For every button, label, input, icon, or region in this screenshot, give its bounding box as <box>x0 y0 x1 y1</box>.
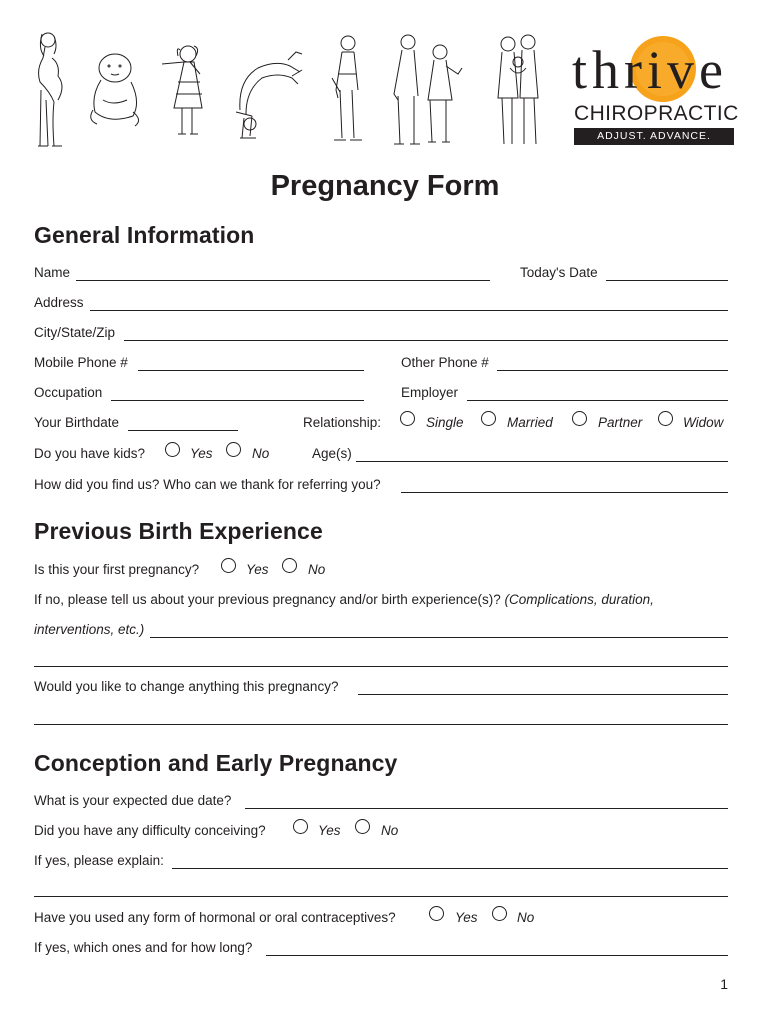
which-contraceptive-field[interactable] <box>266 955 728 956</box>
difficulty-no-label: No <box>381 823 399 838</box>
city-state-zip-label: City/State/Zip <box>34 325 116 340</box>
birthdate-field[interactable] <box>128 430 238 431</box>
previous-experience-hint-cont: interventions, etc.) <box>34 622 145 637</box>
section-heading-birth: Previous Birth Experience <box>34 518 323 544</box>
other-phone-field[interactable] <box>497 370 728 371</box>
kids-yes-radio[interactable] <box>165 442 180 457</box>
explain-field[interactable] <box>172 868 728 869</box>
change-field[interactable] <box>358 694 728 695</box>
other-phone-label: Other Phone # <box>401 355 489 370</box>
name-field[interactable] <box>76 280 490 281</box>
relationship-widow-radio[interactable] <box>658 411 673 426</box>
kids-no-label: No <box>252 446 270 461</box>
page-title: Pregnancy Form <box>270 170 500 202</box>
ages-field[interactable] <box>356 461 728 462</box>
employer-label: Employer <box>401 385 459 400</box>
contraceptive-no-label: No <box>517 910 535 925</box>
previous-experience-label <box>34 592 654 607</box>
relationship-label: Relationship: <box>303 415 382 430</box>
mobile-phone-field[interactable] <box>138 370 364 371</box>
due-date-label: What is your expected due date? <box>34 793 232 808</box>
baby-illustration <box>83 50 147 130</box>
difficulty-no-radio[interactable] <box>355 819 370 834</box>
man-standing-illustration <box>326 34 366 148</box>
family-illustration <box>490 32 548 148</box>
brand-name: thrive <box>572 40 728 100</box>
brand-subtitle: CHIROPRACTIC <box>574 102 739 125</box>
occupation-field[interactable] <box>111 400 364 401</box>
referral-label: How did you find us? Who can we thank for referring you? <box>34 477 381 492</box>
difficulty-yes-radio[interactable] <box>293 819 308 834</box>
first-pregnancy-no-radio[interactable] <box>282 558 297 573</box>
relationship-single-radio[interactable] <box>400 411 415 426</box>
first-pregnancy-no-label: No <box>308 562 326 577</box>
couple-illustration <box>384 30 468 148</box>
change-field-2[interactable] <box>34 724 728 725</box>
page-number: 1 <box>720 976 728 992</box>
employer-field[interactable] <box>467 400 728 401</box>
brand-tagline: ADJUST. ADVANCE. THRIVE. <box>574 128 734 145</box>
kids-no-radio[interactable] <box>226 442 241 457</box>
relationship-married-radio[interactable] <box>481 411 496 426</box>
previous-experience-field-2[interactable] <box>34 666 728 667</box>
referral-field[interactable] <box>401 492 728 493</box>
relationship-single-label: Single <box>426 415 464 430</box>
difficulty-yes-label: Yes <box>318 823 341 838</box>
section-heading-conception: Conception and Early Pregnancy <box>34 750 398 776</box>
relationship-partner-label: Partner <box>598 415 643 430</box>
relationship-widow-label: Widow <box>683 415 724 430</box>
thrive-chiropractic-logo <box>570 30 740 159</box>
previous-experience-question: If no, please tell us about your previous pregnancy and/or birth experience(s)? <box>34 592 501 607</box>
first-pregnancy-yes-label: Yes <box>246 562 269 577</box>
contraceptive-label: Have you used any form of hormonal or oral contraceptives? <box>34 910 396 925</box>
due-date-field[interactable] <box>245 808 728 809</box>
todays-date-label: Today's Date <box>520 265 598 280</box>
ages-label: Age(s) <box>312 446 352 461</box>
name-label: Name <box>34 265 71 280</box>
address-field[interactable] <box>90 310 728 311</box>
first-pregnancy-yes-radio[interactable] <box>221 558 236 573</box>
explain-label: If yes, please explain: <box>34 853 164 868</box>
contraceptive-no-radio[interactable] <box>492 906 507 921</box>
address-label: Address <box>34 295 84 310</box>
pregnant-woman-illustration <box>28 30 70 150</box>
todays-date-field[interactable] <box>606 280 728 281</box>
kids-yes-label: Yes <box>190 446 213 461</box>
explain-field-2[interactable] <box>34 896 728 897</box>
contraceptive-yes-label: Yes <box>455 910 478 925</box>
occupation-label: Occupation <box>34 385 103 400</box>
kids-label: Do you have kids? <box>34 446 146 461</box>
first-pregnancy-label: Is this your first pregnancy? <box>34 562 200 577</box>
birthdate-label: Your Birthdate <box>34 415 120 430</box>
change-label: Would you like to change anything this pregnancy? <box>34 679 339 694</box>
city-state-zip-field[interactable] <box>124 340 728 341</box>
mobile-phone-label: Mobile Phone # <box>34 355 128 370</box>
toddler-girl-illustration <box>156 42 212 142</box>
which-contraceptive-label: If yes, which ones and for how long? <box>34 940 253 955</box>
previous-experience-field[interactable] <box>150 637 728 638</box>
section-heading-general: General Information <box>34 222 255 248</box>
relationship-partner-radio[interactable] <box>572 411 587 426</box>
difficulty-label: Did you have any difficulty conceiving? <box>34 823 266 838</box>
previous-experience-hint: (Complications, duration, <box>504 592 654 607</box>
gymnast-illustration <box>232 40 304 140</box>
contraceptive-yes-radio[interactable] <box>429 906 444 921</box>
relationship-married-label: Married <box>507 415 553 430</box>
